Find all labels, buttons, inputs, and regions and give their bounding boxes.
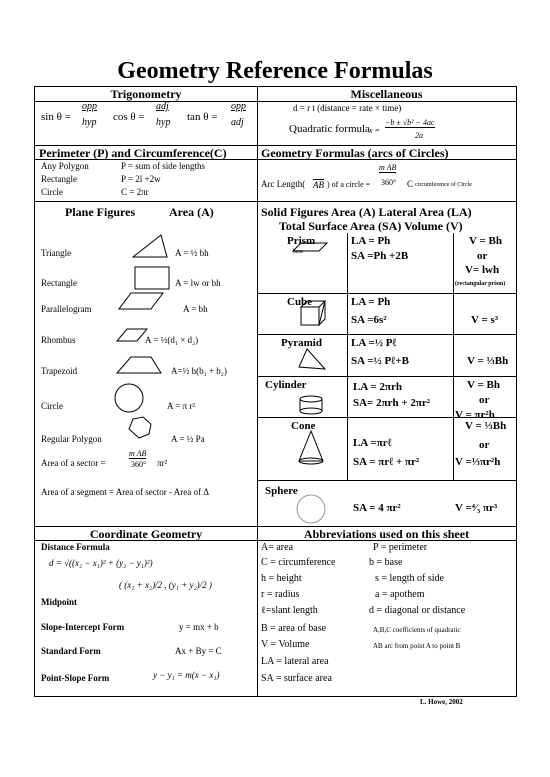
pyramid-icon: [299, 349, 325, 369]
arcs-header: Geometry Formulas (arcs of Circles): [261, 146, 449, 160]
cube-v: V = s³: [471, 314, 499, 326]
point-slope-formula: y − y₁ = m(x − x₁): [153, 670, 220, 680]
arc-prefix: Arc Length(: [261, 179, 306, 189]
sphere-name: Sphere: [265, 485, 298, 497]
cylinder-sa: SA= 2πrh + 2πr²: [353, 397, 431, 409]
perimeter-header: Perimeter (P) and Circumference(C): [39, 146, 227, 160]
cube-name: Cube: [287, 296, 313, 308]
plane-formula-1: A = lw or bh: [175, 278, 221, 288]
perim-shape-0: Any Polygon: [41, 161, 89, 171]
prism-icon: [293, 243, 327, 251]
cylinder-v1: V = Bh: [467, 379, 500, 391]
prism-or: or: [477, 250, 488, 262]
cylinder-v2: V = πr²h: [455, 409, 495, 421]
tan-den: adj: [231, 117, 244, 128]
pyramid-sa: SA =½ Pℓ+B: [351, 355, 409, 367]
abbrev-left-5: B = area of base: [261, 623, 327, 634]
sector-num: m AB: [129, 449, 147, 458]
prism-note: (rectangular prism): [455, 281, 506, 287]
abbrev-right-3: a = apothem: [375, 589, 425, 600]
abbrev-right-4: d = diagonal or distance: [369, 605, 466, 616]
perim-formula-0: P = sum of side lengths: [121, 161, 205, 171]
abbrev-left-8: SA = surface area: [261, 673, 332, 684]
tan-label: tan θ =: [187, 111, 218, 123]
pyramid-la: LA =½ Pℓ: [351, 337, 397, 349]
solid-shapes: [35, 87, 516, 526]
plane-name-6: Regular Polygon: [41, 434, 102, 444]
cone-sa: SA = πrℓ + πr²: [353, 456, 420, 468]
cylinder-la: LA = 2πrh: [353, 381, 402, 393]
cone-icon: [299, 431, 323, 461]
cone-name: Cone: [291, 420, 316, 432]
solid-header: Solid Figures Area (A) Lateral Area (LA): [261, 205, 472, 219]
quadratic-den: 2a: [415, 131, 423, 140]
sector-den: 360°: [131, 460, 147, 469]
cube-icon: [301, 307, 319, 325]
pyramid-name: Pyramid: [281, 337, 322, 349]
cylinder-icon: [300, 396, 322, 402]
trig-header: Trigonometry: [110, 87, 182, 101]
abbrev-right-5: A,B,C coefficients of quadratic: [373, 626, 461, 634]
arc-num: m AB: [379, 163, 397, 172]
prism-la: LA = Ph: [351, 235, 391, 247]
cone-la: LA =πrℓ: [353, 437, 392, 449]
plane-name-5: Circle: [41, 401, 63, 411]
perim-formula-2: C = 2πr: [121, 187, 149, 197]
page-title: Geometry Reference Formulas: [117, 58, 433, 84]
footer-credit: L. Howe, 2002: [420, 698, 463, 706]
arc-den: 360°: [381, 178, 397, 187]
cylinder-name: Cylinder: [265, 379, 307, 391]
sin-label: sin θ =: [41, 111, 71, 123]
abbrev-left-7: LA = lateral area: [261, 656, 329, 667]
cone-v1: V = ⅓Bh: [465, 420, 507, 432]
point-slope-label: Point-Slope Form: [41, 673, 110, 683]
tan-num: opp: [231, 101, 246, 112]
sphere-icon: [297, 495, 325, 523]
plane-name-4: Trapezoid: [41, 366, 78, 376]
midpoint-label: Midpoint: [41, 597, 78, 607]
plane-formula-6: A = ½ Pa: [171, 434, 205, 444]
plane-header-left: Plane Figures: [65, 205, 136, 219]
slope-formula: y = mx + b: [179, 622, 219, 632]
arc-ab: AB: [313, 180, 324, 190]
arc-suffix: C: [407, 179, 414, 189]
sin-num: opp: [82, 101, 97, 112]
standard-label: Standard Form: [41, 646, 101, 656]
distance-formula-coord: d = √((x₂ − x₁)² + (y₂ − y₁)²): [49, 558, 153, 568]
sector-tail: πr²: [157, 458, 168, 468]
quadratic-num: −b ± √b² − 4ac: [385, 118, 435, 127]
plane-formula-2: A = bh: [183, 304, 208, 314]
plane-formula-3: A = ½(d₁ × d₂): [145, 335, 199, 345]
prism-v2: V= lwh: [465, 264, 500, 276]
cone-v2: V =⅓πr²h: [455, 456, 501, 468]
abbrev-left-4: ℓ=slant length: [261, 605, 318, 616]
cylinder-or: or: [479, 394, 490, 406]
abbrev-left-0: A= area: [261, 542, 294, 553]
plane-name-2: Parallelogram: [41, 304, 92, 314]
abbrev-right-6: AB arc from point A to point B: [373, 642, 461, 650]
segment-formula: Area of a segment = Area of sector - Area of Δ: [41, 487, 210, 497]
cos-num: adj: [156, 101, 169, 112]
cone-or: or: [479, 439, 490, 451]
abbrev-left-1: C = circumference: [261, 557, 336, 568]
abbrev-right-0: P = perimeter: [373, 542, 428, 553]
plane-formula-0: A = ½ bh: [175, 248, 209, 258]
midpoint-formula: ( (x₁ + x₂)/2 , (y₁ + y₂)/2 ): [119, 580, 212, 590]
misc-header: Miscellaneous: [350, 87, 423, 101]
plane-name-0: Triangle: [41, 248, 72, 258]
distance-label: Distance Formula: [41, 542, 110, 552]
perim-shape-2: Circle: [41, 187, 63, 197]
prism-base: base: [293, 249, 304, 255]
prism-v1: V = Bh: [469, 235, 502, 247]
cube-la: LA = Ph: [351, 296, 391, 308]
abbrev-left-2: h = height: [261, 573, 302, 584]
cos-label: cos θ =: [113, 111, 145, 123]
arc-mid: ) of a circle =: [327, 180, 371, 189]
sector-label: Area of a sector =: [41, 458, 106, 468]
abbrev-right-2: s = length of side: [375, 573, 444, 584]
sphere-sa: SA = 4 πr²: [353, 502, 401, 514]
sin-den: hyp: [82, 117, 97, 128]
distance-formula: d = r t (distance = rate × time): [293, 103, 402, 113]
abbrev-left-6: V = Volume: [261, 639, 310, 650]
coord-header: Coordinate Geometry: [89, 527, 203, 541]
solid-header2: Total Surface Area (SA) Volume (V): [279, 219, 463, 233]
perim-shape-1: Rectangle: [41, 174, 77, 184]
abbrev-left-3: r = radius: [261, 589, 300, 600]
pyramid-v: V = ⅓Bh: [467, 355, 509, 367]
plane-formula-4: A=½ h(b₁ + b₂): [171, 366, 227, 376]
prism-name: Prism: [287, 235, 316, 247]
perim-formula-1: P = 2l +2w: [121, 174, 161, 184]
plane-name-1: Rectangle: [41, 278, 77, 288]
slope-label: Slope-Intercept Form: [41, 622, 125, 632]
arc-suffix-small: circumference of Circle: [415, 182, 472, 188]
prism-sa: SA =Ph +2B: [351, 250, 409, 262]
cos-den: hyp: [156, 117, 171, 128]
sphere-v: V =⁴⁄₃ πr³: [455, 502, 498, 514]
cube-sa: SA =6s²: [351, 314, 387, 326]
abbrev-right-1: b = base: [369, 557, 403, 568]
plane-name-3: Rhombus: [41, 335, 76, 345]
abbrev-header: Abbreviations used on this sheet: [303, 527, 470, 541]
formula-sheet: [34, 86, 517, 697]
plane-formula-5: A = π r²: [167, 401, 196, 411]
standard-formula: Ax + By = C: [175, 646, 222, 656]
quadratic-label: Quadratic formula: [289, 123, 370, 135]
plane-header-right: Area (A): [169, 205, 214, 219]
quadratic-x: x =: [369, 126, 380, 135]
